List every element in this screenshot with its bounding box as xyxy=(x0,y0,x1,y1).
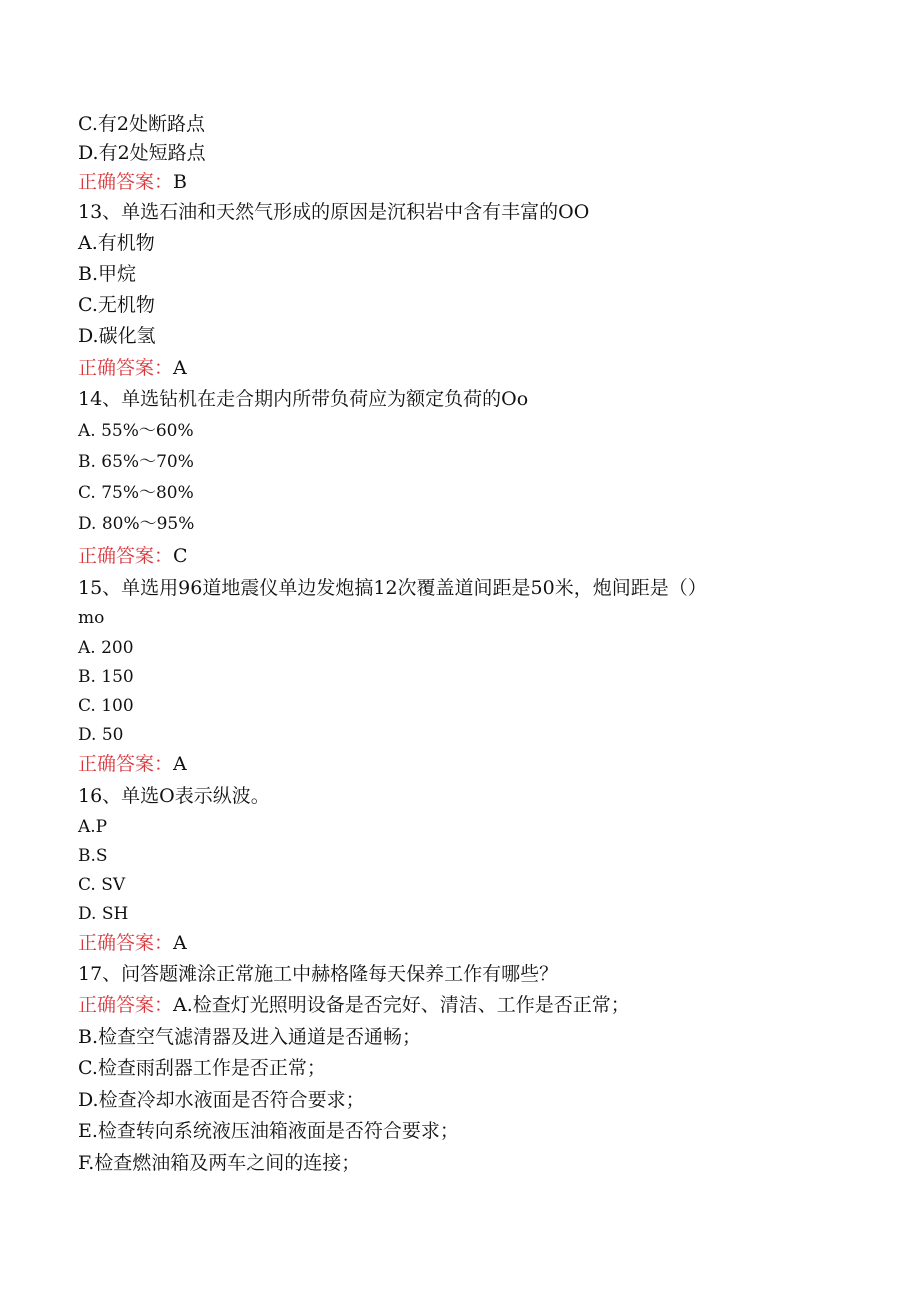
option-b-q16: B.S xyxy=(78,846,108,866)
answer-q17 xyxy=(78,993,630,1017)
option-a-q16: A.P xyxy=(78,817,108,837)
option-d-q13: D.碳化氢 xyxy=(78,325,156,347)
answer-label: 正确答案： xyxy=(78,932,174,954)
answer-label: 正确答案： xyxy=(78,545,174,567)
answer-q12 xyxy=(78,170,187,194)
answer-value: A.检查灯光照明设备是否完好、清洁、工作是否正常； xyxy=(173,994,630,1016)
answer-value: A xyxy=(173,753,187,775)
option-d-q14: D. 80%～95% xyxy=(78,514,195,534)
answer-label: 正确答案： xyxy=(78,753,174,775)
answer-q17-item-f: F.检查燃油箱及两车之间的连接； xyxy=(78,1152,361,1174)
option-c-q14: C. 75%～80% xyxy=(78,483,194,503)
answer-q15 xyxy=(78,752,187,776)
option-b-q14: B. 65%～70% xyxy=(78,452,194,472)
question-17: 17、问答题滩涂正常施工中赫格隆每天保养工作有哪些？ xyxy=(78,963,559,985)
option-d-q15: D. 50 xyxy=(78,725,124,745)
option-a-q15: A. 200 xyxy=(78,638,134,658)
answer-q17-item-b: B.检查空气滤清器及进入通道是否通畅； xyxy=(78,1026,422,1048)
option-c-q13: C.无机物 xyxy=(78,294,155,316)
option-a-q14: A. 55%～60% xyxy=(78,421,194,441)
answer-value: C xyxy=(173,545,188,567)
answer-value: B xyxy=(173,171,187,193)
document-page xyxy=(78,0,878,1301)
question-15: 15、单选用96道地震仪单边发炮搞12次覆盖道间距是50米，炮间距是（） xyxy=(78,577,707,599)
question-15-continued: mo xyxy=(78,608,105,628)
option-b-q13: B.甲烷 xyxy=(78,263,137,285)
option-c-q12: C.有2处断路点 xyxy=(78,113,205,135)
answer-value: A xyxy=(173,932,187,954)
option-a-q13: A.有机物 xyxy=(78,232,155,254)
answer-label: 正确答案： xyxy=(78,994,174,1016)
option-c-q15: C. 100 xyxy=(78,696,134,716)
answer-label: 正确答案： xyxy=(78,171,174,193)
option-d-q16: D. SH xyxy=(78,904,129,924)
option-d-q12: D.有2处短路点 xyxy=(78,142,206,164)
answer-q13 xyxy=(78,356,187,380)
answer-q14 xyxy=(78,544,188,568)
answer-q16 xyxy=(78,931,187,955)
answer-q17-item-e: E.检查转向系统液压油箱液面是否符合要求； xyxy=(78,1120,459,1142)
option-c-q16: C. SV xyxy=(78,875,126,895)
option-b-q15: B. 150 xyxy=(78,667,134,687)
answer-q17-item-c: C.检查雨刮器工作是否正常； xyxy=(78,1057,326,1079)
answer-label: 正确答案： xyxy=(78,357,174,379)
question-13: 13、单选石油和天然气形成的原因是沉积岩中含有丰富的OO xyxy=(78,201,590,223)
question-16: 16、单选O表示纵波。 xyxy=(78,785,270,807)
question-14: 14、单选钻机在走合期内所带负荷应为额定负荷的Oo xyxy=(78,388,529,410)
answer-q17-item-d: D.检查冷却水液面是否符合要求； xyxy=(78,1089,365,1111)
answer-value: A xyxy=(173,357,187,379)
